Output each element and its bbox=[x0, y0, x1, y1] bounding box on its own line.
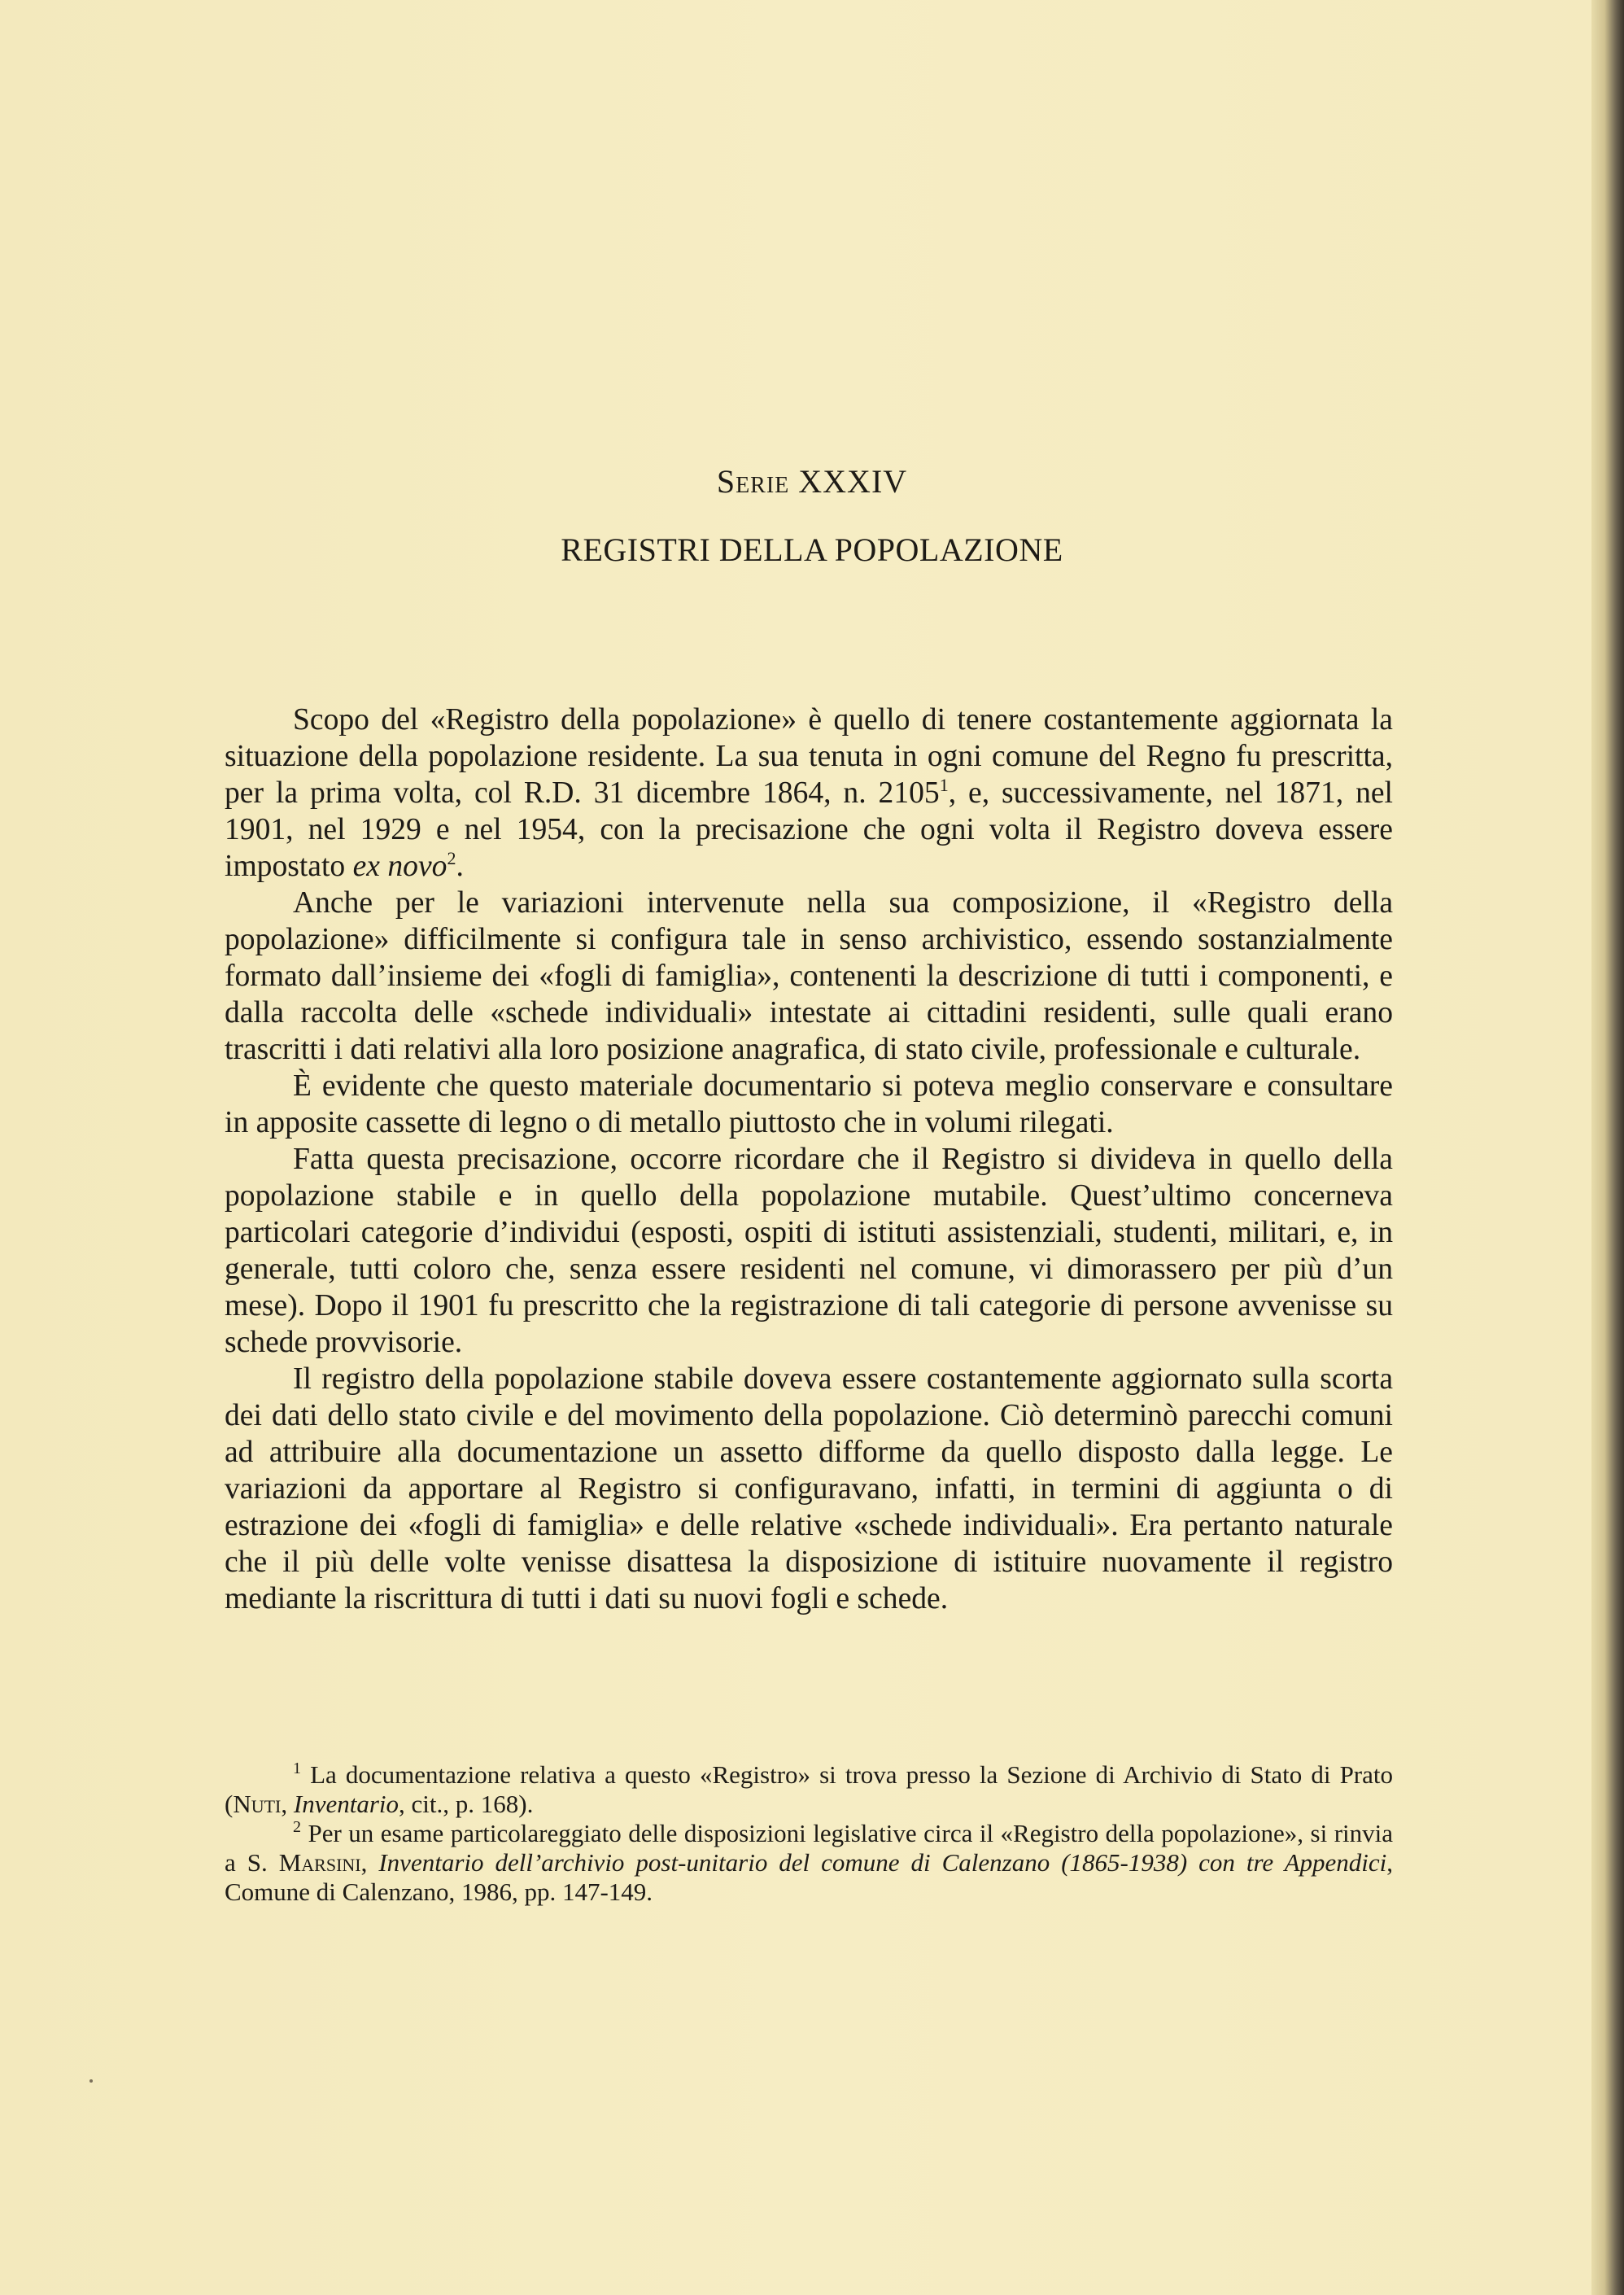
footnote-ref-2: 2 bbox=[447, 848, 456, 868]
footnote-2 bbox=[225, 1819, 1393, 1907]
footnote-1-text-a: La documentazione relativa a questo «Registro» si trova presso la Sezione di Archivio di Stato di Prato ( bbox=[225, 1760, 1394, 1818]
paragraph-1-text-c: . bbox=[456, 850, 464, 883]
footnote-2-italic: Inventario dell’archivio post-unitario del comune di Calenzano (1865-1938) con tre Appendici bbox=[378, 1848, 1387, 1877]
paragraph-1-text-a: Scopo del «Registro della popolazione» è quello di tenere costantemente aggiornata la situazione della popolazione residente. La sua tenuta in ogni comune del Regno fu prescritta, per la prima volta, col R.D. 31 dicembre 1864, n. 2105 bbox=[225, 703, 1393, 810]
book-spine-shadow bbox=[1591, 0, 1624, 2295]
footnote-1-author: Nuti bbox=[233, 1790, 282, 1818]
footnote-2-text-c: , Comune di Calenzano, 1986, pp. 147-149. bbox=[225, 1848, 1394, 1906]
page-title: REGISTRI DELLA POPOLAZIONE bbox=[561, 531, 1063, 568]
series-heading bbox=[0, 462, 1624, 501]
footnote-2-author: Marsini bbox=[278, 1848, 361, 1877]
footnote-2-text-b: , bbox=[360, 1848, 379, 1877]
paper-speck bbox=[89, 2079, 93, 2083]
footnote-2-number: 2 bbox=[293, 1818, 301, 1836]
footnote-ref-1: 1 bbox=[939, 775, 949, 795]
footnote-1-italic: Inventario bbox=[293, 1790, 399, 1818]
paragraph-4: Fatta questa precisazione, occorre ricordare che il Registro si divideva in quello della popolazione stabile e in quello della popolazione mutabile. Quest’ultimo concerneva particolari categorie d’individui (esposti, ospiti di istituti assistenziali, studenti, militari, e, in generale, tutti coloro che, senza essere residenti nel comune, vi dimorassero per più d’un mese). Dopo il 1901 fu prescritto che la registrazione di tali categorie di persone avvenisse su schede provvisorie. bbox=[225, 1143, 1393, 1359]
footnotes bbox=[225, 1760, 1393, 1907]
main-text bbox=[225, 702, 1393, 1617]
footnote-1-text-b: , bbox=[281, 1790, 294, 1818]
footnote-1-text-c: , cit., p. 168). bbox=[399, 1790, 534, 1818]
paragraph-5: Il registro della popolazione stabile doveva essere costantemente aggiornato sulla scorta dei dati dello stato civile e del movimento della popolazione. Ciò determinò parecchi comuni ad attribuire alla documentazione un assetto difforme da quello disposto dalla legge. Le variazioni da apportare al Registro si configuravano, infatti, in termini di aggiunta o di estrazione dei «fogli di famiglia» e delle relative «schede individuali». Era pertanto naturale che il più delle volte venisse disattesa la disposizione di istituire nuovamente il registro mediante la riscrittura di tutti i dati su nuovi fogli e schede. bbox=[225, 1362, 1393, 1615]
footnote-2-text-a: Per un esame particolareggiato delle disposizioni legislative circa il «Registro della popolazione», si rinvia a S. bbox=[225, 1819, 1393, 1877]
series-number: XXXIV bbox=[798, 463, 908, 500]
paragraph-1-text-b: , e, successivamente, nel 1871, nel 1901, nel 1929 e nel 1954, con la precisazione che ogni volta il Registro doveva essere impostato bbox=[225, 776, 1393, 883]
series-word: Serie bbox=[716, 463, 790, 500]
footnote-1-number: 1 bbox=[293, 1760, 301, 1777]
footnote-1 bbox=[225, 1760, 1393, 1819]
paragraph-3: È evidente che questo materiale documentario si poteva meglio conservare e consultare in apposite cassette di legno o di metallo piuttosto che in volumi rilegati. bbox=[225, 1069, 1393, 1139]
paragraph-2: Anche per le variazioni intervenute nella sua composizione, il «Registro della popolazione» difficilmente si configura tale in senso archivistico, essendo sostanzialmente formato dall’insieme dei «fogli di famiglia», contenenti la descrizione di tutti i componenti, e dalla raccolta delle «schede individuali» intestate ai cittadini residenti, sulle quali erano trascritti i dati relativi alla loro posizione anagrafica, di stato civile, professionale e culturale. bbox=[225, 886, 1393, 1066]
paragraph-1 bbox=[225, 702, 1393, 885]
paragraph-1-italic: ex novo bbox=[352, 850, 447, 883]
